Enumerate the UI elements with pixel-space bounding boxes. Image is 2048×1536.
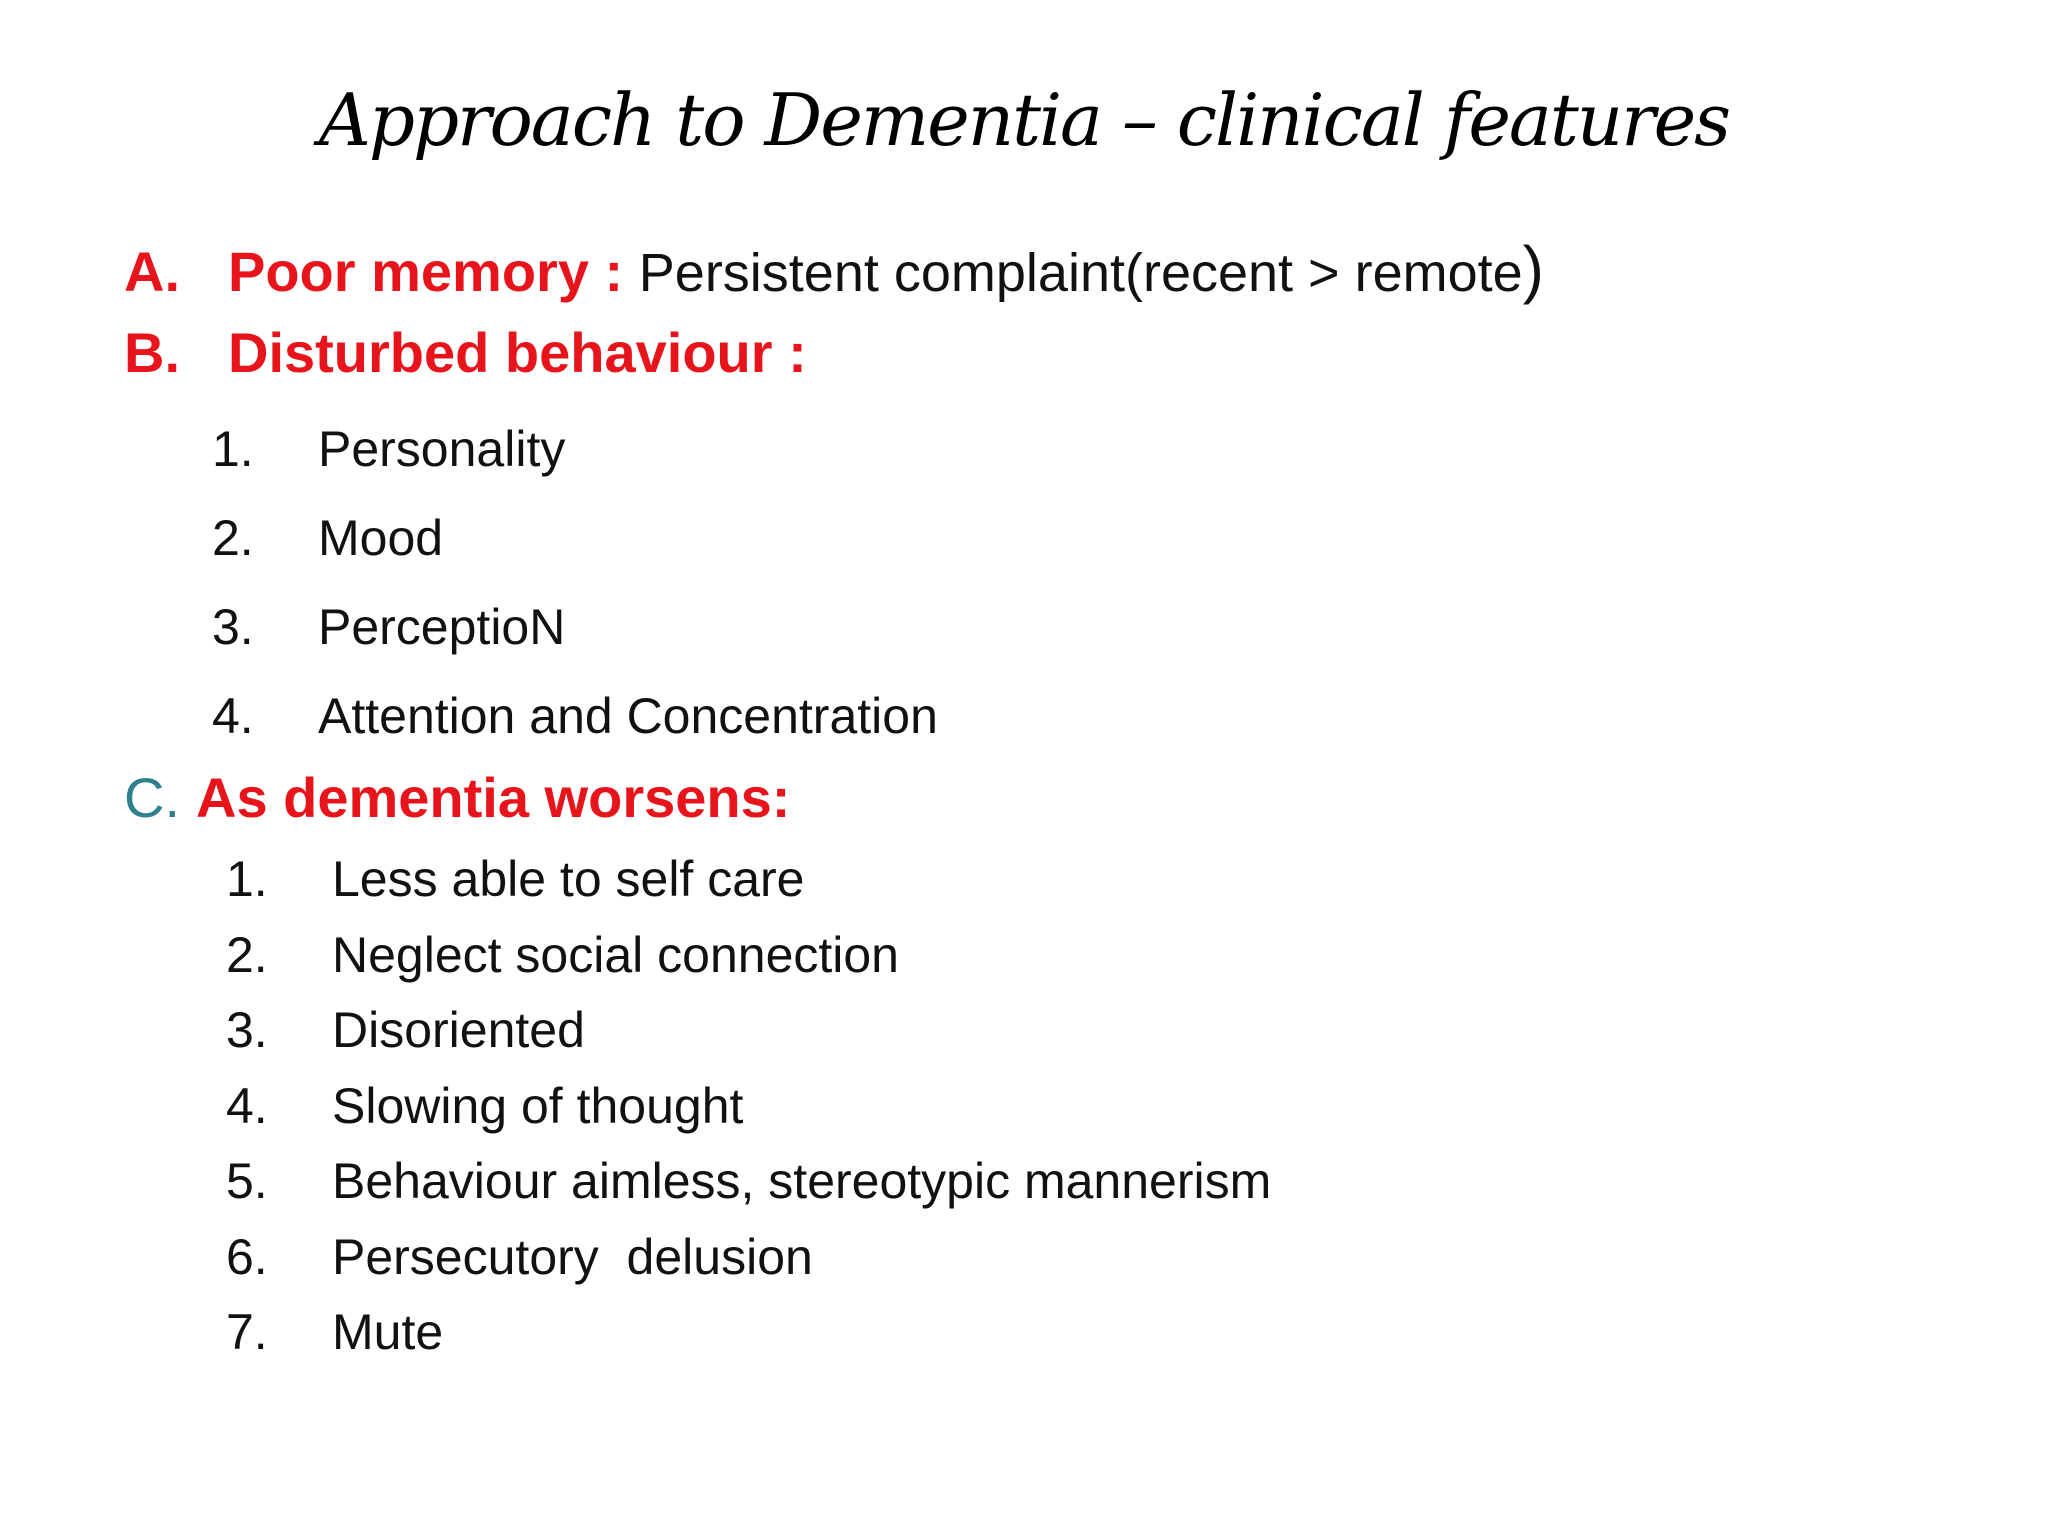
list-item-text: Less able to self care bbox=[332, 851, 805, 907]
list-item-number: 3. bbox=[226, 1002, 268, 1058]
section-b bbox=[124, 320, 807, 385]
section-a bbox=[124, 232, 1544, 306]
list-item-text: Attention and Concentration bbox=[318, 688, 938, 744]
section-c-letter: C. bbox=[124, 766, 180, 829]
section-a-close-paren: ) bbox=[1522, 233, 1544, 305]
list-item-number: 2. bbox=[226, 926, 268, 983]
list-item-number: 1. bbox=[212, 421, 254, 477]
list-item-number: 3. bbox=[212, 599, 254, 655]
list-item-text: Persecutory delusion bbox=[332, 1228, 813, 1285]
list-item-number: 5. bbox=[226, 1153, 268, 1209]
list-item-text: Neglect social connection bbox=[332, 926, 899, 983]
list-item-text: Mute bbox=[332, 1304, 444, 1360]
list-item-number: 6. bbox=[226, 1228, 268, 1285]
section-a-text: Persistent complaint(recent > remote bbox=[638, 243, 1523, 303]
list-item-number: 1. bbox=[226, 851, 268, 907]
slide-title: Approach to Dementia – clinical features bbox=[318, 78, 1730, 162]
list-item-number: 7. bbox=[226, 1304, 268, 1360]
list-item-text: Personality bbox=[318, 421, 566, 477]
list-item-text: Slowing of thought bbox=[332, 1077, 744, 1134]
list-item-number: 2. bbox=[212, 510, 254, 566]
section-a-heading: Poor memory : bbox=[228, 240, 624, 303]
list-item-text: PerceptioN bbox=[318, 599, 566, 655]
list-item-text: Behaviour aimless, stereotypic mannerism bbox=[332, 1153, 1272, 1209]
section-b-letter: B. bbox=[124, 321, 180, 384]
section-c bbox=[124, 765, 790, 830]
list-item-text: Disoriented bbox=[332, 1002, 585, 1058]
list-item-number: 4. bbox=[212, 688, 254, 744]
section-c-heading: As dementia worsens: bbox=[196, 766, 791, 829]
list-item-number: 4. bbox=[226, 1077, 268, 1134]
section-a-letter: A. bbox=[124, 240, 180, 303]
list-item-text: Mood bbox=[318, 510, 444, 566]
section-b-heading: Disturbed behaviour : bbox=[228, 321, 807, 384]
